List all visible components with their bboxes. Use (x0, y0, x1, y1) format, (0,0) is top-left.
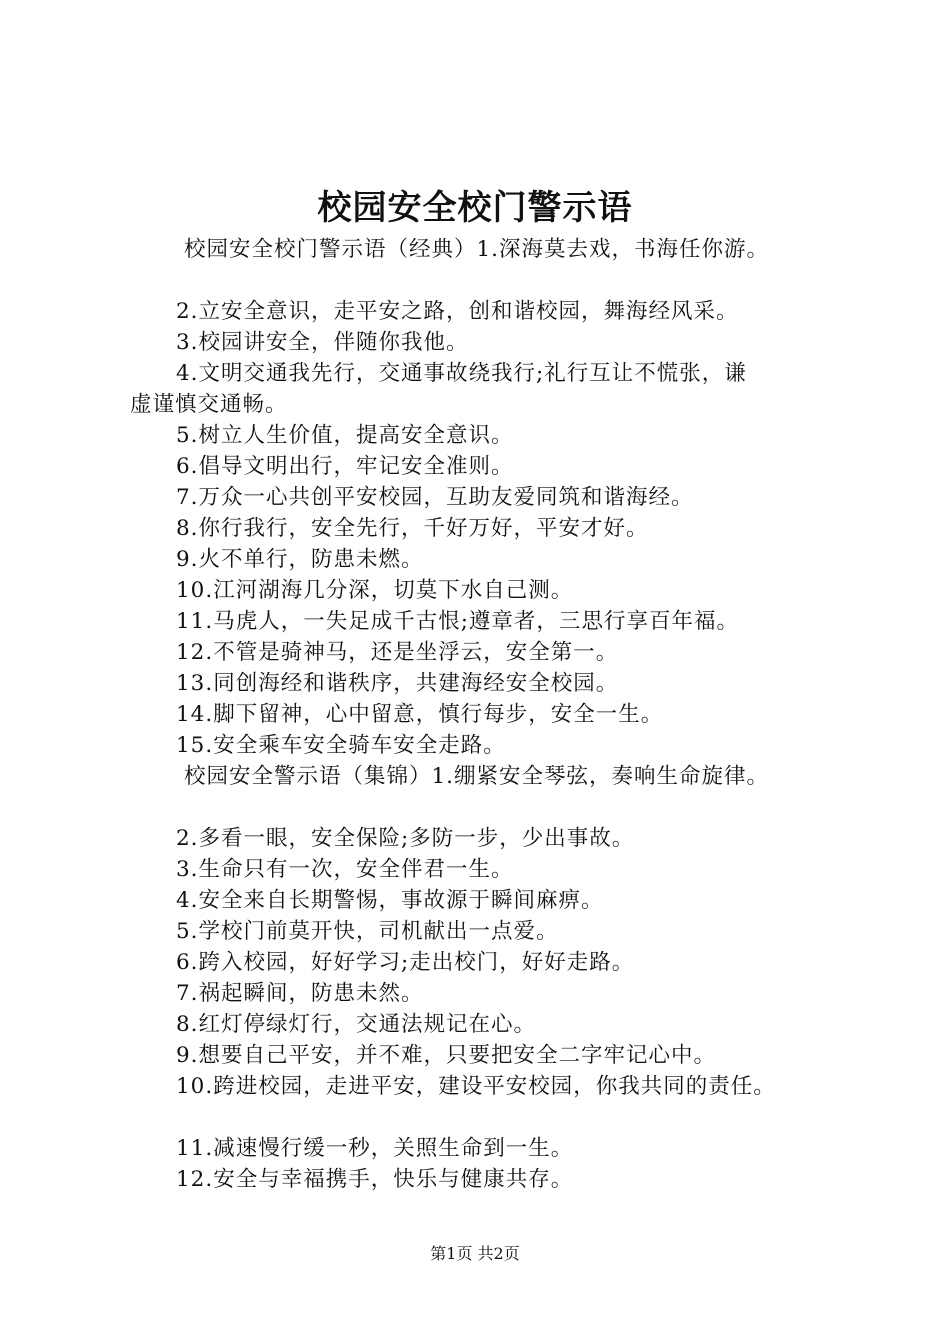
page-footer: 第1页 共2页 (430, 1244, 520, 1263)
text-line: 9.想要自己平安，并不难，只要把安全二字牢记心中。 (176, 1043, 717, 1068)
text-line: 6.跨入校园，好好学习;走出校门，好好走路。 (176, 950, 635, 975)
document-title: 校园安全校门警示语 (317, 188, 633, 228)
text-line: 10.跨进校园，走进平安，建设平安校园，你我共同的责任。 (176, 1074, 776, 1099)
blank-line (130, 1102, 854, 1133)
text-line: 校园安全警示语（集锦）1.绷紧安全琴弦，奏响生命旋律。 (184, 764, 770, 789)
text-line: 4.文明交通我先行，交通事故绕我行;礼行互让不慌张，谦 (176, 361, 747, 386)
text-line: 15.安全乘车安全骑车安全走路。 (176, 733, 506, 758)
text-line: 8.你行我行，安全先行，千好万好，平安才好。 (176, 516, 649, 541)
blank-line (130, 265, 854, 296)
text-line: 3.校园讲安全，伴随你我他。 (176, 330, 469, 355)
text-line: 虚谨慎交通畅。 (130, 392, 288, 417)
text-line: 10.江河湖海几分深，切莫下水自己测。 (176, 578, 574, 603)
text-line: 7.祸起瞬间，防患未然。 (176, 981, 424, 1006)
text-line: 9.火不单行，防患未燃。 (176, 547, 424, 572)
blank-line (130, 792, 854, 823)
text-line: 14.脚下留神，心中留意，慎行每步，安全一生。 (176, 702, 664, 727)
text-line: 2.多看一眼，安全保险;多防一步，少出事故。 (176, 826, 635, 851)
text-line: 5.学校门前莫开快，司机献出一点爱。 (176, 919, 559, 944)
text-line: 12.安全与幸福携手，快乐与健康共存。 (176, 1167, 574, 1192)
text-line: 校园安全校门警示语（经典）1.深海莫去戏，书海任你游。 (184, 237, 770, 262)
text-line: 11.减速慢行缓一秒，关照生命到一生。 (176, 1136, 574, 1161)
text-line: 2.立安全意识，走平安之路，创和谐校园，舞海经风采。 (176, 299, 739, 324)
text-line: 6.倡导文明出行，牢记安全准则。 (176, 454, 514, 479)
text-line: 11.马虎人，一失足成千古恨;遵章者，三思行享百年福。 (176, 609, 739, 634)
text-line: 13.同创海经和谐秩序，共建海经安全校园。 (176, 671, 619, 696)
text-line: 4.安全来自长期警惕，事故源于瞬间麻痹。 (176, 888, 604, 913)
text-line: 12.不管是骑神马，还是坐浮云，安全第一。 (176, 640, 619, 665)
document-body (130, 234, 854, 1195)
text-line: 5.树立人生价值，提高安全意识。 (176, 423, 514, 448)
text-line: 7.万众一心共创平安校园，互助友爱同筑和谐海经。 (176, 485, 694, 510)
text-line: 3.生命只有一次，安全伴君一生。 (176, 857, 514, 882)
text-line: 8.红灯停绿灯行，交通法规记在心。 (176, 1012, 537, 1037)
